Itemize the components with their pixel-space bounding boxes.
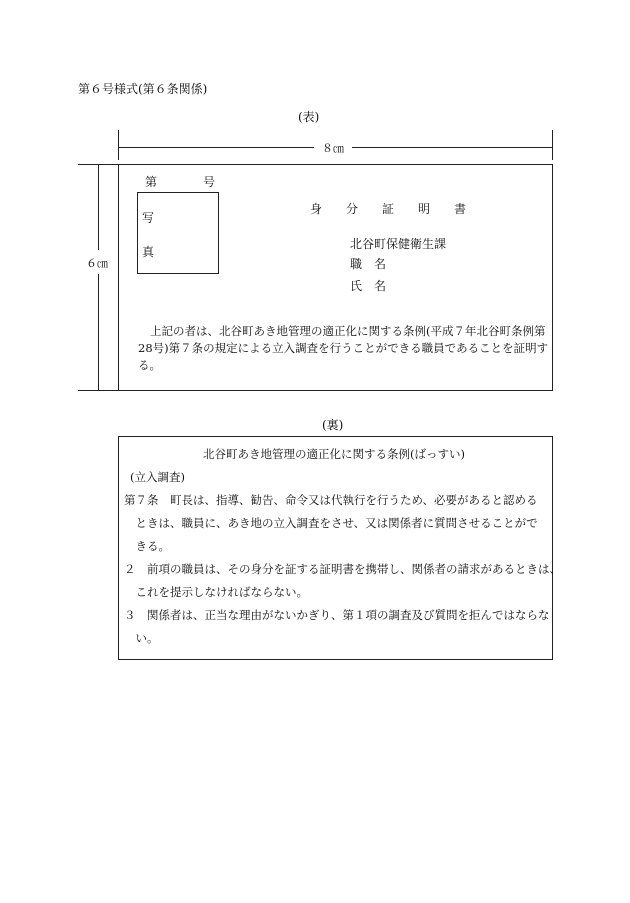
card-title: 身 分 証 明 書: [310, 202, 467, 216]
ordinance-line: ３ 関係者は、正当な理由がないかぎり、第１項の調査及び質問を拒んではならな: [124, 608, 550, 622]
department-name: 北谷町保健衛生課: [350, 237, 447, 251]
width-dim-left-tick: [118, 130, 119, 160]
photo-area: [137, 192, 219, 274]
card-bottom-edge: [78, 390, 553, 391]
ordinance-line: ２ 前項の職員は、その身分を証する証明書を携帯し、関係者の請求があるときは、: [124, 562, 561, 576]
ordinance-line: きる。: [124, 539, 170, 553]
ordinance-line: 第７条 町長は、指導、勧告、命令又は代執行を行うため、必要があると認める: [124, 493, 538, 507]
width-dimension: ８㎝: [322, 142, 344, 155]
number-label-prefix: 第: [145, 175, 158, 189]
height-dim-line-bottom: [98, 274, 99, 390]
photo-label-2: 真: [142, 245, 155, 259]
back-label: (裏): [322, 418, 344, 432]
width-dim-right-tick: [552, 130, 553, 160]
name-label: 氏 名: [350, 279, 387, 293]
ordinance-line: ときは、職員に、あき地の立入調査をさせ、又は関係者に質問させることがで: [124, 516, 538, 530]
height-dimension: ６㎝: [86, 257, 108, 270]
form-title: 第６号様式(第６条関係): [78, 82, 208, 96]
width-dim-line-left: [118, 147, 314, 148]
job-title-label: 職 名: [350, 257, 387, 271]
statement-line: 上記の者は、北谷町あき地管理の適正化に関する条例(平成７年北谷町条例第: [150, 324, 546, 338]
front-label: (表): [298, 110, 320, 124]
photo-label-1: 写: [142, 211, 155, 225]
height-dim-line-top: [98, 164, 99, 250]
ordinance-title: 北谷町あき地管理の適正化に関する条例(ばっすい): [203, 447, 465, 461]
card-right-edge: [552, 164, 553, 391]
ordinance-line: い。: [124, 631, 159, 645]
ordinance-line: これを提示しなければならない。: [124, 585, 308, 599]
statement-line: 28号)第７条の規定による立入調査を行うことができる職員であることを証明す: [138, 341, 549, 355]
statement-line: る。: [138, 358, 161, 372]
width-dim-line-right: [352, 147, 552, 148]
card-left-edge: [118, 164, 119, 391]
card-top-edge: [118, 164, 553, 165]
number-label-suffix: 号: [203, 175, 216, 189]
section-heading: (立入調査): [130, 470, 185, 484]
